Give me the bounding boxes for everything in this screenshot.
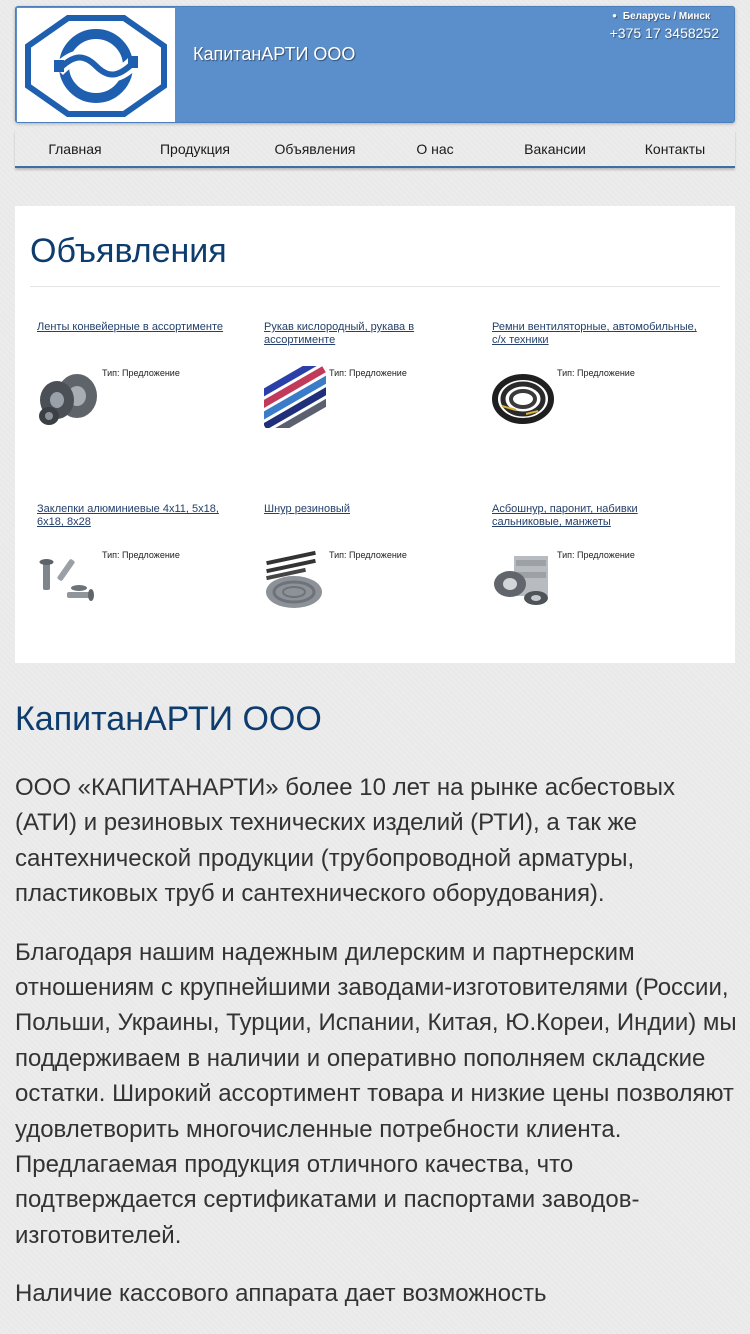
ad-title-link[interactable]: Асбошнур, паронит, набивки сальниковые, манжеты bbox=[492, 503, 638, 528]
rubber-cord-icon[interactable] bbox=[264, 548, 326, 610]
asbestos-cord-icon[interactable] bbox=[492, 548, 554, 610]
main-nav bbox=[15, 130, 735, 168]
ad-type: Тип: Предложение bbox=[557, 368, 635, 378]
ad-type: Тип: Предложение bbox=[557, 550, 635, 560]
nav-item-vacancies[interactable]: Вакансии bbox=[524, 141, 586, 157]
ad-type: Тип: Предложение bbox=[329, 368, 407, 378]
about-paragraph: Благодаря нашим надежным дилерским и партнерским отношениям с крупнейшими заводами-изготовителями (России, Польши, Украины, Турции, Испании, Китая, Ю.Кореи, Индии) мы поддерживаем в наличии и оперативно пополняем складские остатки. Широкий ассортимент товара и низкие цены позволяют удовлетворить многочисленные потребности клиента. Предлагаемая продукция отличного качества, что подтверждается сертификатами и паспортами заводов-изготовителей. bbox=[15, 938, 737, 1249]
company-logo-icon bbox=[24, 14, 168, 118]
ad-title-link[interactable]: Шнур резиновый bbox=[264, 503, 350, 515]
about-heading: КапитанАРТИ ООО bbox=[15, 700, 322, 738]
logo[interactable] bbox=[17, 8, 175, 122]
ad-type: Тип: Предложение bbox=[102, 550, 180, 560]
ad-item bbox=[37, 503, 252, 643]
ad-title-link[interactable]: Ленты конвейерные в ассортименте bbox=[37, 321, 224, 333]
bullet-icon: ● bbox=[612, 11, 617, 20]
ad-title-link[interactable]: Заклепки алюминиевые 4х11, 5х18, 6х18, 8х28 bbox=[37, 503, 219, 528]
nav-item-ads[interactable]: Объявления bbox=[274, 141, 356, 157]
ad-type: Тип: Предложение bbox=[329, 550, 407, 560]
ads-card bbox=[15, 206, 735, 663]
ad-item bbox=[37, 321, 252, 461]
ad-item bbox=[264, 321, 479, 461]
belt-icon[interactable] bbox=[492, 366, 554, 428]
about-text bbox=[15, 770, 737, 1334]
ad-title-link[interactable]: Рукав кислородный, рукава в ассортименте bbox=[264, 321, 415, 346]
nav-item-home[interactable]: Главная bbox=[48, 141, 102, 157]
ad-item bbox=[492, 321, 707, 461]
nav-item-contacts[interactable]: Контакты bbox=[644, 141, 706, 157]
ads-heading: Объявления bbox=[30, 232, 227, 270]
ad-item bbox=[492, 503, 707, 643]
site-header bbox=[15, 6, 735, 123]
conveyor-belt-icon[interactable] bbox=[37, 366, 99, 428]
ad-title-link[interactable]: Ремни вентиляторные, автомобильные, с/х техники bbox=[492, 321, 697, 346]
divider bbox=[30, 286, 720, 287]
site-name[interactable]: КапитанАРТИ ООО bbox=[193, 44, 356, 64]
about-paragraph: ООО «КАПИТАНАРТИ» более 10 лет на рынке асбестовых (АТИ) и резиновых технических изделий (РТИ), а так же сантехнической продукции (трубопроводной арматуры, пластиковых труб и сантехнического оборудования). bbox=[15, 774, 675, 908]
location-text bbox=[612, 11, 710, 22]
ad-item bbox=[264, 503, 479, 643]
nav-item-products[interactable]: Продукция bbox=[159, 141, 231, 157]
ad-type: Тип: Предложение bbox=[102, 368, 180, 378]
nav-item-about[interactable]: О нас bbox=[416, 141, 454, 157]
hose-icon[interactable] bbox=[264, 366, 326, 428]
location-label: Беларусь / Минск bbox=[622, 11, 710, 22]
phone-number[interactable]: +375 17 3458252 bbox=[609, 25, 719, 41]
rivet-icon[interactable] bbox=[37, 548, 99, 610]
about-paragraph: Наличие кассового аппарата дает возможность bbox=[15, 1280, 547, 1308]
